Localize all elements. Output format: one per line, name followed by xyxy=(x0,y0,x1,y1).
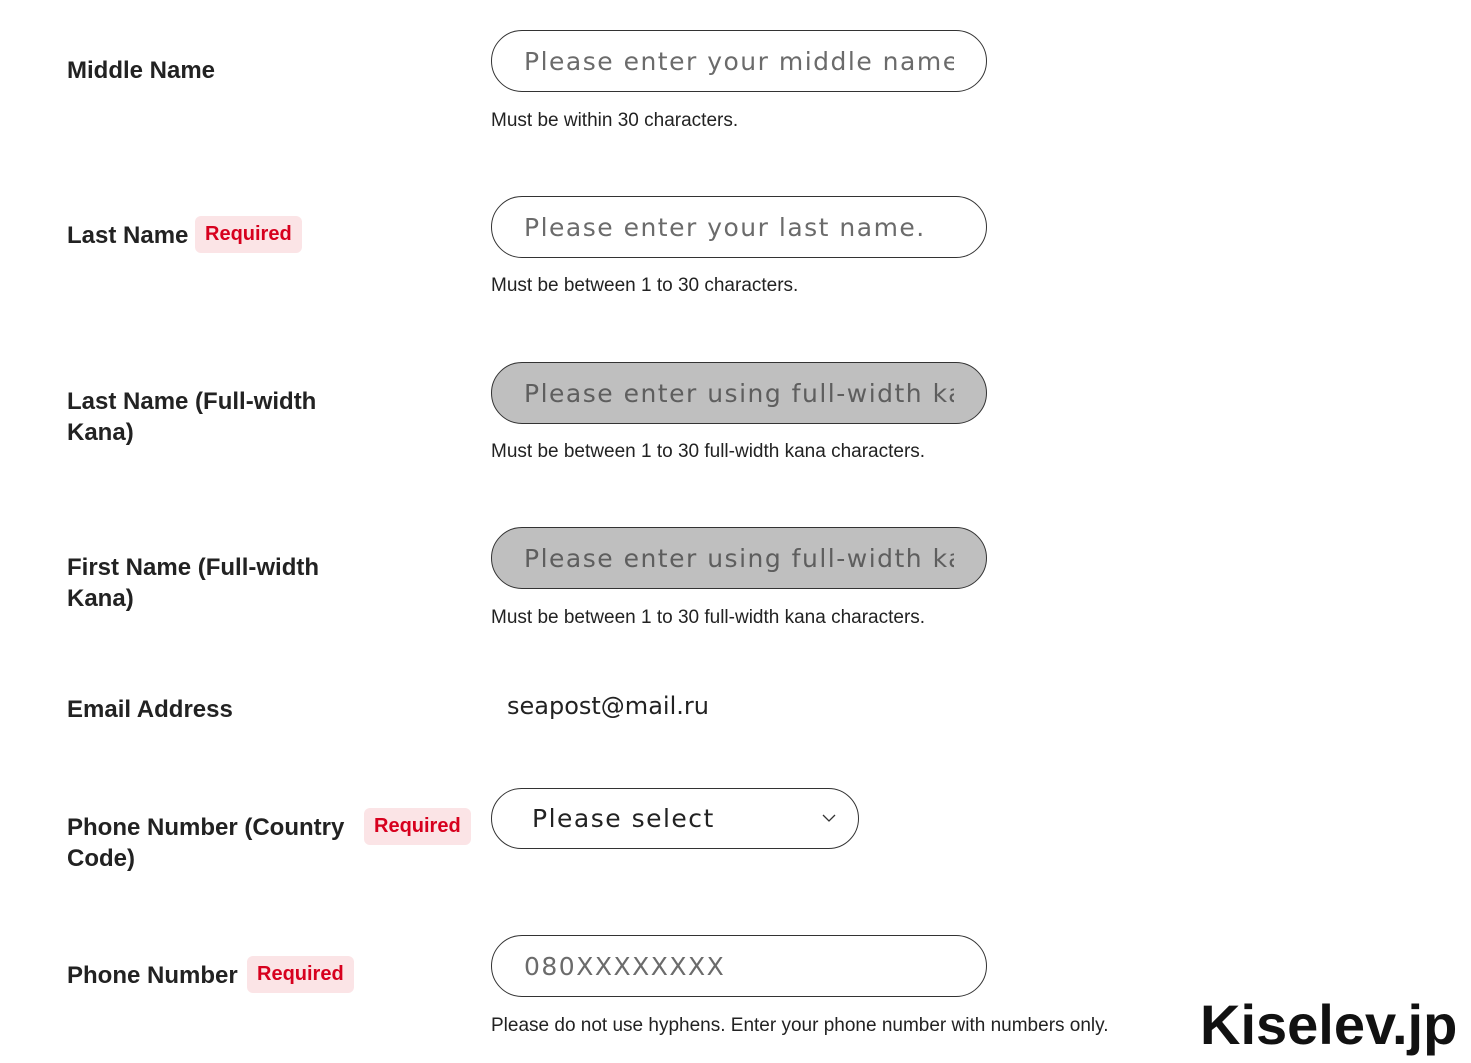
last-name-required-badge: Required xyxy=(195,216,302,253)
phone-country-code-label xyxy=(67,812,344,874)
last-name-kana-label-line1: Last Name (Full-width xyxy=(67,388,317,415)
last-name-kana-hint: Must be between 1 to 30 full-width kana characters. xyxy=(491,441,926,462)
last-name-kana-label-line2: Kana) xyxy=(67,419,134,446)
phone-number-label-text: Phone Number xyxy=(67,962,238,989)
last-name-label xyxy=(67,220,188,251)
first-name-kana-label-line2: Kana) xyxy=(67,585,134,612)
first-name-kana-input[interactable] xyxy=(491,527,987,589)
phone-country-code-label-line1: Phone Number (Country xyxy=(67,814,345,841)
middle-name-input[interactable] xyxy=(491,30,987,92)
watermark-logo: Kiselev.jp xyxy=(1200,993,1458,1056)
last-name-input[interactable] xyxy=(491,196,987,258)
phone-country-code-required-badge: Required xyxy=(364,808,471,845)
phone-number-label xyxy=(67,960,238,991)
chevron-down-icon xyxy=(822,811,836,825)
phone-country-code-select[interactable] xyxy=(491,788,859,849)
phone-number-hint: Please do not use hyphens. Enter your phone number with numbers only. xyxy=(491,1015,1109,1036)
last-name-hint: Must be between 1 to 30 characters. xyxy=(491,275,799,296)
phone-number-required-badge: Required xyxy=(247,956,354,993)
first-name-kana-hint: Must be between 1 to 30 full-width kana characters. xyxy=(491,607,926,628)
first-name-kana-label-line1: First Name (Full-width xyxy=(67,554,319,581)
email-value: seapost@mail.ru xyxy=(507,692,709,720)
email-label-text: Email Address xyxy=(67,696,233,723)
first-name-kana-label xyxy=(67,552,319,614)
last-name-kana-label xyxy=(67,386,316,448)
middle-name-hint: Must be within 30 characters. xyxy=(491,110,739,131)
middle-name-label xyxy=(67,55,215,86)
phone-country-code-selected: Please select xyxy=(532,804,715,833)
last-name-label-text: Last Name xyxy=(67,222,189,249)
email-label xyxy=(67,694,233,725)
phone-number-input[interactable] xyxy=(491,935,987,997)
phone-country-code-label-line2: Code) xyxy=(67,845,135,872)
middle-name-label-text: Middle Name xyxy=(67,57,216,84)
last-name-kana-input[interactable] xyxy=(491,362,987,424)
